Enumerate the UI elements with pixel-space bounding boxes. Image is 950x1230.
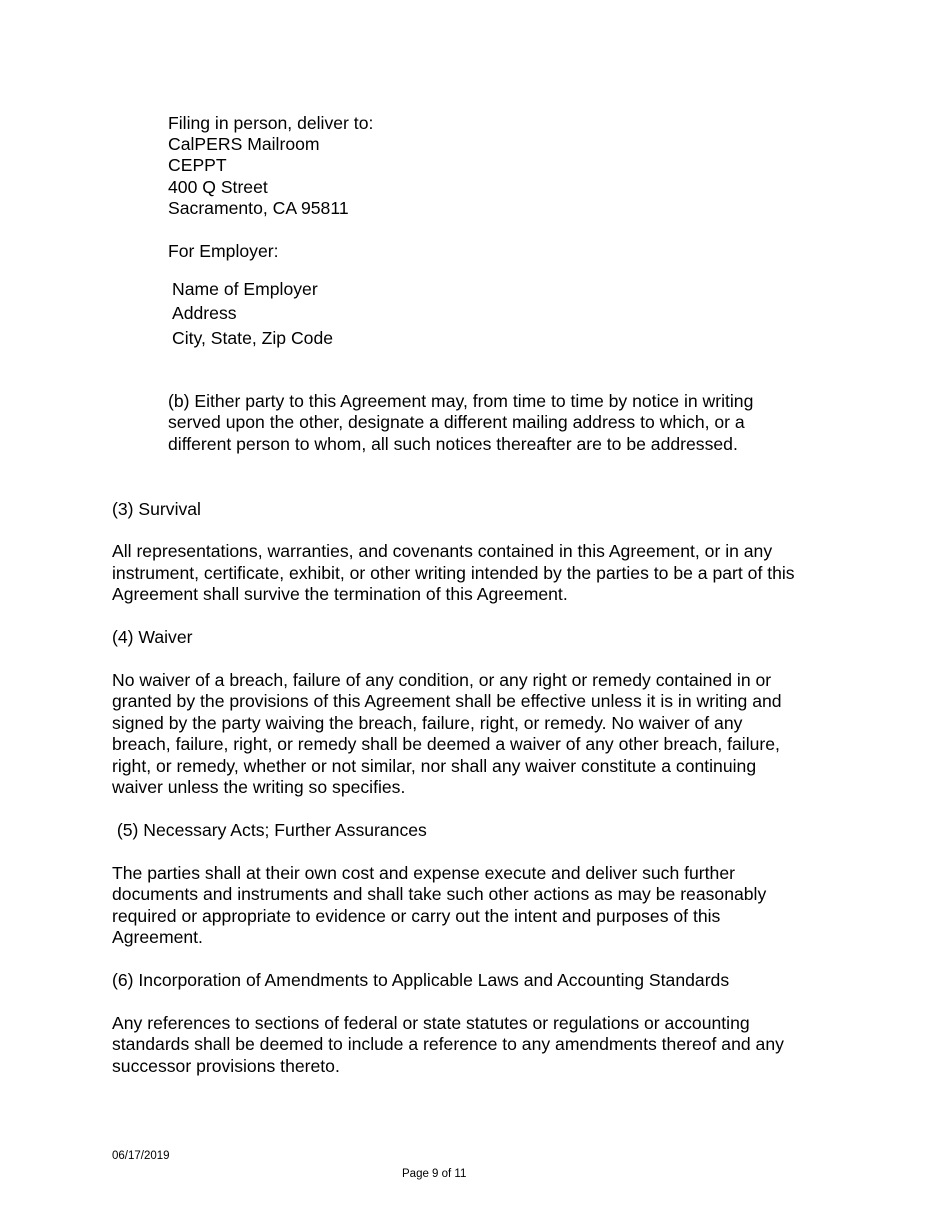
- filing-line-1: Filing in person, deliver to:: [168, 113, 374, 133]
- section-line: breach, failure, right, or remedy shall be deemed a waiver of any other breach, failure,: [112, 734, 780, 754]
- filing-line-5: Sacramento, CA 95811: [168, 198, 349, 218]
- footer-page-number: Page 9 of 11: [402, 1168, 467, 1180]
- section-line: All representations, warranties, and covenants contained in this Agreement, or in any: [112, 541, 773, 561]
- section-line: signed by the party waiving the breach, failure, right, or remedy. No waiver of any: [112, 713, 743, 733]
- employer-name: Name of Employer: [172, 279, 318, 299]
- employer-address: Address: [172, 303, 237, 323]
- section-line: granted by the provisions of this Agreement shall be effective unless it is in writing and: [112, 691, 782, 711]
- filing-line-4: 400 Q Street: [168, 177, 268, 197]
- employer-heading: For Employer:: [168, 241, 279, 261]
- section-line: The parties shall at their own cost and expense execute and deliver such further: [112, 863, 735, 883]
- notice-b-line-2: served upon the other, designate a different mailing address to which, or a: [168, 412, 745, 432]
- section-heading-waiver: (4) Waiver: [112, 627, 193, 647]
- section-heading-amendments: (6) Incorporation of Amendments to Applicable Laws and Accounting Standards: [112, 970, 730, 990]
- filing-line-2: CalPERS Mailroom: [168, 134, 320, 154]
- notice-b-line-1: (b) Either party to this Agreement may, from time to time by notice in writing: [168, 391, 754, 411]
- employer-city: City, State, Zip Code: [172, 328, 334, 348]
- section-heading-survival: (3) Survival: [112, 499, 201, 519]
- footer-date: 06/17/2019: [112, 1150, 170, 1162]
- section-line: standards shall be deemed to include a reference to any amendments thereof and any: [112, 1034, 784, 1054]
- section-line: documents and instruments and shall take such other actions as may be reasonably: [112, 884, 767, 904]
- section-line: Agreement shall survive the termination of this Agreement.: [112, 584, 568, 604]
- section-line: required or appropriate to evidence or carry out the intent and purposes of this: [112, 906, 721, 926]
- section-heading-necessary-acts: (5) Necessary Acts; Further Assurances: [112, 820, 427, 840]
- notice-b-line-3: different person to whom, all such notices thereafter are to be addressed.: [168, 434, 738, 454]
- section-line: No waiver of a breach, failure of any condition, or any right or remedy contained in or: [112, 670, 772, 690]
- section-line: successor provisions thereto.: [112, 1056, 340, 1076]
- section-line: waiver unless the writing so specifies.: [112, 777, 406, 797]
- section-line: right, or remedy, whether or not similar, nor shall any waiver constitute a continuing: [112, 756, 757, 776]
- section-line: instrument, certificate, exhibit, or other writing intended by the parties to be a part of this: [112, 563, 795, 583]
- section-line: Any references to sections of federal or state statutes or regulations or accounting: [112, 1013, 750, 1033]
- filing-line-3: CEPPT: [168, 155, 227, 175]
- section-line: Agreement.: [112, 927, 203, 947]
